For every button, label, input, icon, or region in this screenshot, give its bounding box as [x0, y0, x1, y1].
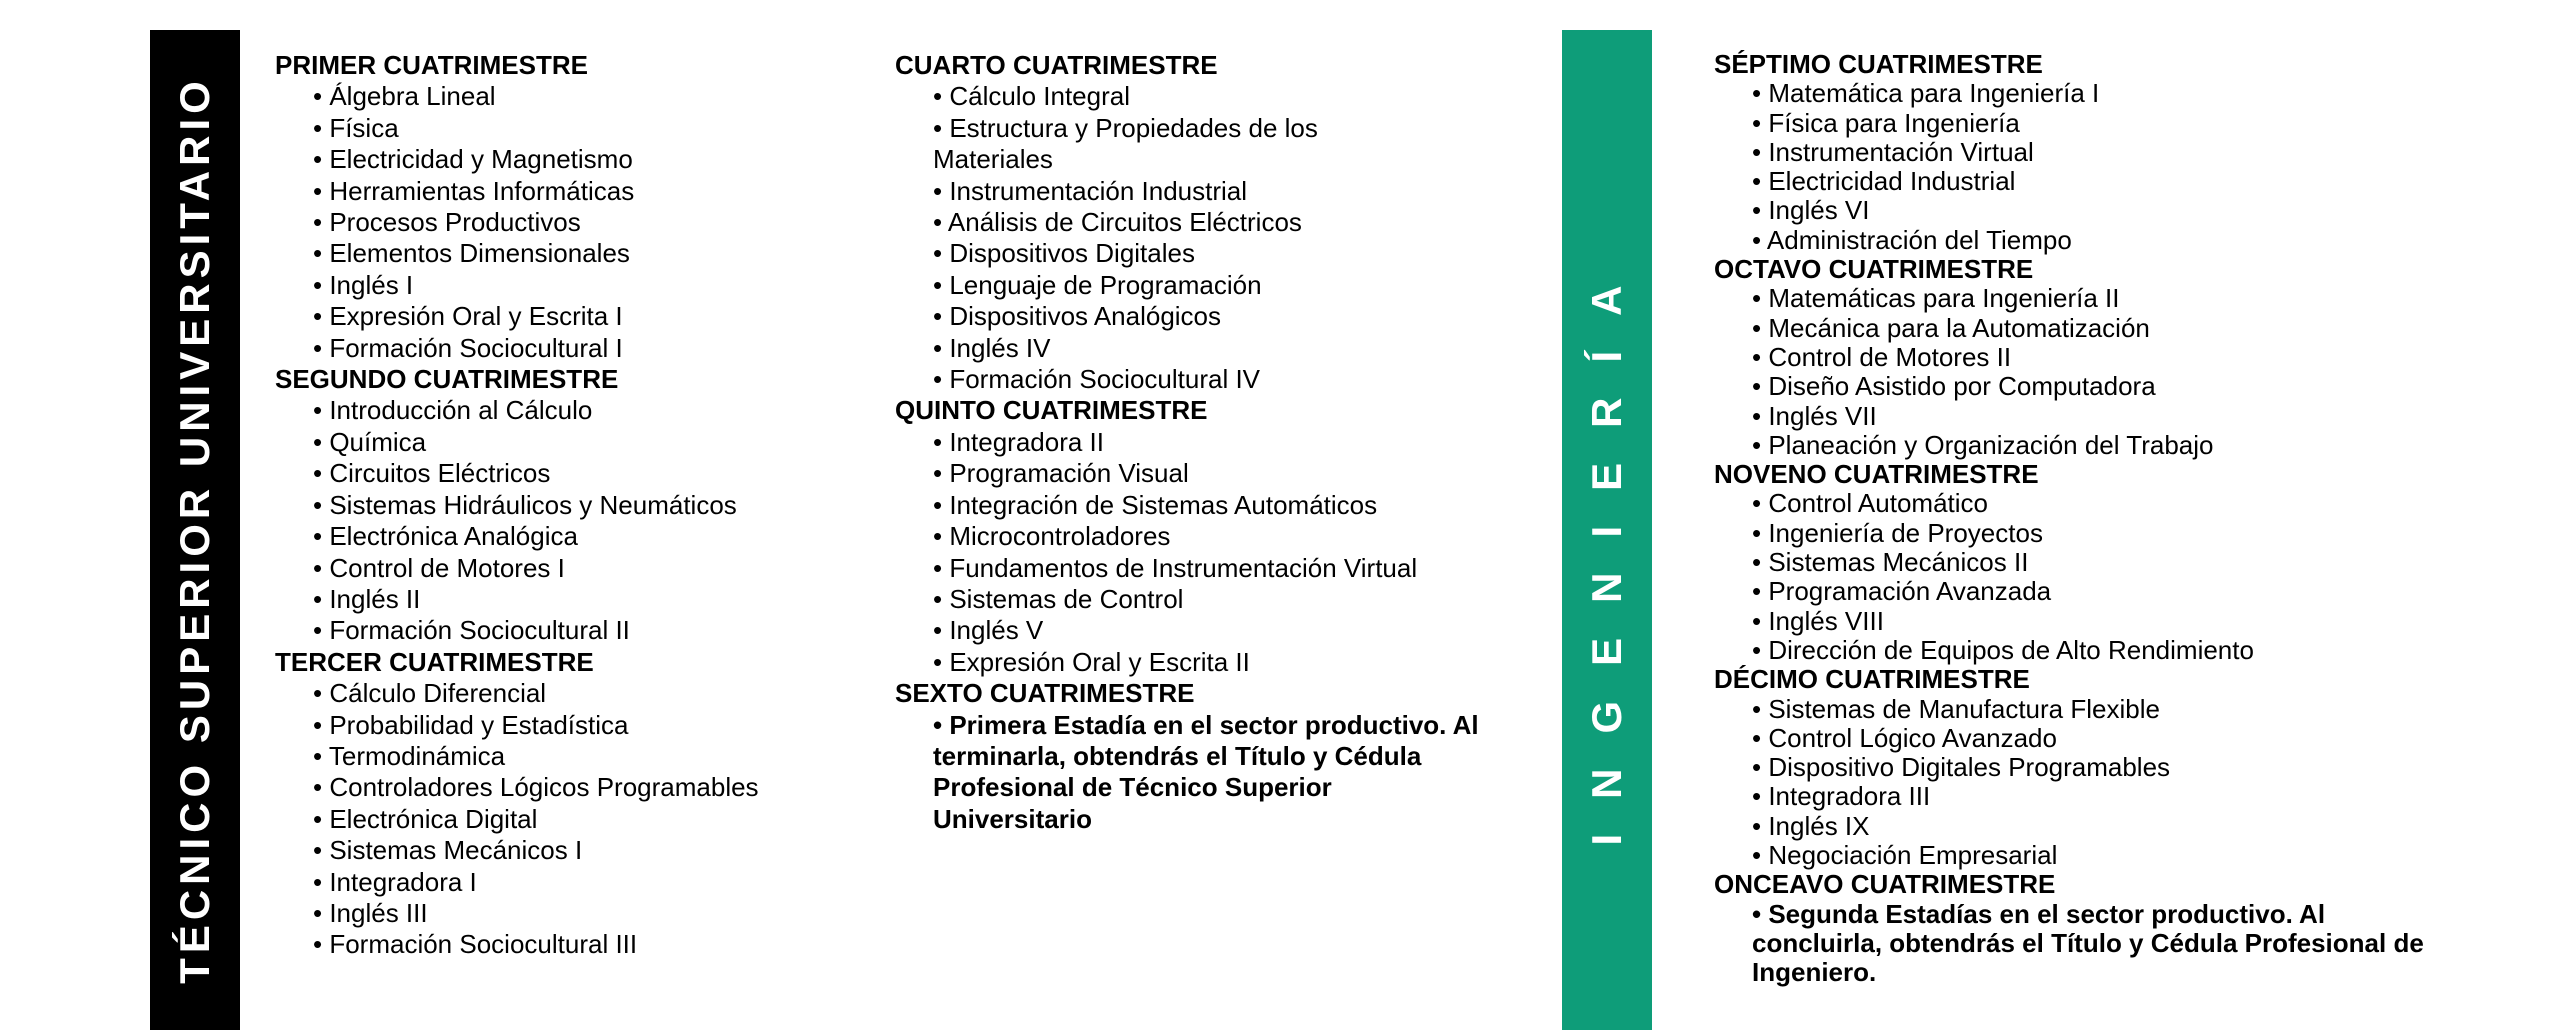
semester-10 [1714, 665, 2414, 870]
subject-item: • Inglés VI [1752, 196, 2414, 225]
subject-item: • Integradora I [313, 867, 835, 898]
subject-item: • Inglés V [933, 615, 1495, 646]
semester-11 [1714, 869, 2424, 988]
subject-item: • Introducción al Cálculo [313, 395, 835, 426]
subject-item: • Inglés II [313, 584, 835, 615]
semester-title: QUINTO CUATRIMESTRE [895, 395, 1208, 426]
ingenieria-side-label: INGENIERÍA [1583, 250, 1630, 846]
subject-item: • Fundamentos de Instrumentación Virtual [933, 553, 1495, 584]
semester-7 [1714, 50, 2414, 255]
subject-item: • Sistemas de Control [933, 584, 1495, 615]
semester-6 [895, 678, 1495, 835]
subject-item: • Integradora III [1752, 782, 2414, 811]
subject-item: • Controladores Lógicos Programables [313, 772, 835, 803]
subject-item: • Mecánica para la Automatización [1752, 314, 2414, 343]
subject-item: • Lenguaje de Programación [933, 270, 1495, 301]
subject-item: • Termodinámica [313, 741, 835, 772]
subject-item: • Integradora II [933, 427, 1495, 458]
subject-item: • Microcontroladores [933, 521, 1495, 552]
semester-2 [275, 364, 835, 647]
subject-item: • Control de Motores I [313, 553, 835, 584]
semester-title: NOVENO CUATRIMESTRE [1714, 459, 2039, 490]
subject-item: • Integración de Sistemas Automáticos [933, 490, 1495, 521]
internship-note: • Segunda Estadías en el sector productivo. Al concluirla, obtendrás el Título y Cédula Profesional de Ingeniero. [1752, 900, 2432, 988]
subject-item: • Dirección de Equipos de Alto Rendimiento [1752, 636, 2414, 665]
semester-title: PRIMER CUATRIMESTRE [275, 50, 588, 80]
semester-title: SEXTO CUATRIMESTRE [895, 678, 1195, 709]
subject-item: • Dispositivos Digitales [933, 238, 1495, 269]
subject-item: • Planeación y Organización del Trabajo [1752, 431, 2414, 460]
subject-item: • Formación Sociocultural III [313, 929, 835, 960]
semester-title: ONCEAVO CUATRIMESTRE [1714, 869, 2056, 900]
subject-item: • Química [313, 427, 835, 458]
subject-item: • Diseño Asistido por Computadora [1752, 372, 2414, 401]
subject-item: • Expresión Oral y Escrita II [933, 647, 1495, 678]
ingenieria-side-band [1562, 30, 1652, 1030]
subject-item: • Ingeniería de Proyectos [1752, 519, 2414, 548]
semester-4 [895, 50, 1495, 395]
subject-item: • Física [313, 113, 835, 144]
semester-8 [1714, 255, 2414, 460]
subject-item: • Formación Sociocultural IV [933, 364, 1495, 395]
subject-item: • Matemáticas para Ingeniería II [1752, 284, 2414, 313]
subject-item: • Inglés IV [933, 333, 1495, 364]
subject-item: • Expresión Oral y Escrita I [313, 301, 835, 332]
subject-item: • Sistemas Mecánicos II [1752, 548, 2414, 577]
subject-item: • Electricidad Industrial [1752, 167, 2414, 196]
subject-item: • Administración del Tiempo [1752, 226, 2414, 255]
subject-item: • Electricidad y Magnetismo [313, 144, 835, 175]
subject-item: • Cálculo Diferencial [313, 678, 835, 709]
semester-title: SEGUNDO CUATRIMESTRE [275, 364, 619, 395]
subject-item: • Circuitos Eléctricos [313, 458, 835, 489]
subject-item: • Inglés VII [1752, 402, 2414, 431]
subject-item: • Negociación Empresarial [1752, 841, 2414, 870]
subject-item: • Dispositivo Digitales Programables [1752, 753, 2414, 782]
subject-item: • Estructura y Propiedades de los Materiales [933, 113, 1413, 176]
column-tsu-second [895, 50, 1495, 835]
subject-item: • Álgebra Lineal [313, 81, 835, 112]
subject-item: • Instrumentación Industrial [933, 176, 1495, 207]
subject-item: • Control Lógico Avanzado [1752, 724, 2414, 753]
column-tsu-first [275, 50, 835, 961]
subject-item: • Física para Ingeniería [1752, 109, 2414, 138]
subject-item: • Formación Sociocultural II [313, 615, 835, 646]
subject-item: • Sistemas de Manufactura Flexible [1752, 695, 2414, 724]
subject-item: • Control de Motores II [1752, 343, 2414, 372]
column-ingenieria [1714, 49, 2424, 988]
subject-item: • Programación Visual [933, 458, 1495, 489]
semester-5 [895, 395, 1495, 678]
subject-item: • Cálculo Integral [933, 81, 1495, 112]
subject-item: • Inglés VIII [1752, 607, 2414, 636]
subject-item: • Sistemas Mecánicos I [313, 835, 835, 866]
subject-item: • Control Automático [1752, 489, 2414, 518]
subject-item: • Probabilidad y Estadística [313, 710, 835, 741]
semester-title: CUARTO CUATRIMESTRE [895, 50, 1218, 80]
subject-item: • Inglés IX [1752, 812, 2414, 841]
semester-title: OCTAVO CUATRIMESTRE [1714, 254, 2034, 285]
subject-item: • Dispositivos Analógicos [933, 301, 1495, 332]
tsu-side-label: TÉCNICO SUPERIOR UNIVERSITARIO [171, 76, 218, 984]
subject-item: • Procesos Productivos [313, 207, 835, 238]
subject-item: • Análisis de Circuitos Eléctricos [933, 207, 1495, 238]
subject-item: • Programación Avanzada [1752, 577, 2414, 606]
semester-1 [275, 50, 835, 364]
subject-item: • Elementos Dimensionales [313, 238, 835, 269]
subject-item: • Instrumentación Virtual [1752, 138, 2414, 167]
subject-item: • Herramientas Informáticas [313, 176, 835, 207]
semester-title: DÉCIMO CUATRIMESTRE [1714, 664, 2030, 695]
tsu-side-band [150, 30, 240, 1030]
internship-note: • Primera Estadía en el sector productivo. Al terminarla, obtendrás el Título y Cédula Profesional de Técnico Superior Universitario [933, 710, 1493, 836]
subject-item: • Matemática para Ingeniería I [1752, 79, 2414, 108]
subject-item: • Formación Sociocultural I [313, 333, 835, 364]
semester-title: SÉPTIMO CUATRIMESTRE [1714, 49, 2043, 79]
subject-item: • Sistemas Hidráulicos y Neumáticos [313, 490, 835, 521]
subject-item: • Electrónica Analógica [313, 521, 835, 552]
subject-item: • Inglés I [313, 270, 835, 301]
subject-item: • Inglés III [313, 898, 835, 929]
semester-9 [1714, 460, 2414, 665]
semester-title: TERCER CUATRIMESTRE [275, 646, 594, 677]
semester-3 [275, 647, 835, 961]
subject-item: • Electrónica Digital [313, 804, 835, 835]
